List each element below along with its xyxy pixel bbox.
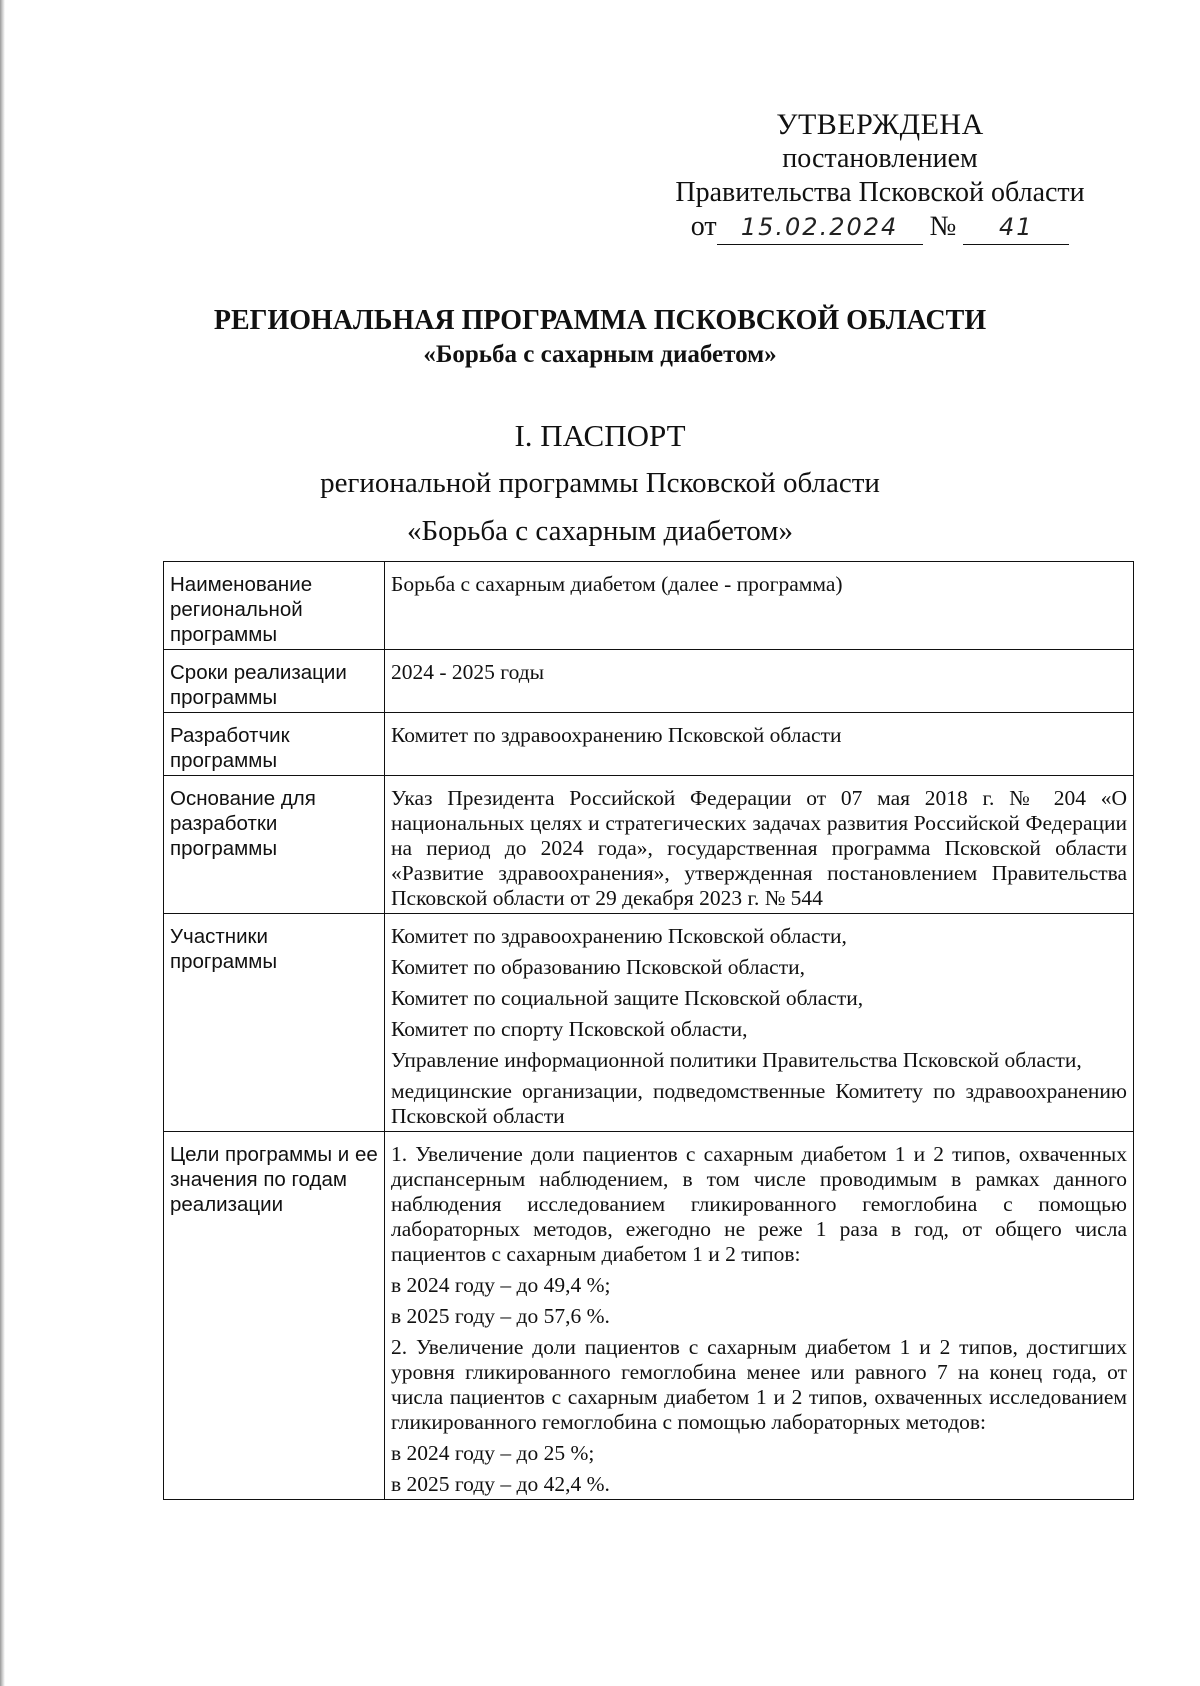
table-row	[164, 1132, 1134, 1500]
program-title	[150, 303, 1050, 371]
row-paragraph: в 2024 году – до 49,4 %;	[391, 1273, 611, 1297]
scan-edge	[0, 0, 5, 1686]
table-row	[164, 650, 1134, 713]
row-paragraph: Комитет по социальной защите Псковской области,	[391, 986, 864, 1010]
row-paragraph: медицинские организации, подведомственные Комитету по здравоохранению Псковской области	[391, 1079, 1127, 1128]
row-paragraph: 2. Увеличение доли пациентов с сахарным диабетом 1 и 2 типов, достигших уровня гликированного гемоглобина менее или равного 7 на конец года, от числа пациентов с сахарным диабетом 1 и 2 типов, охваченных исследованием гликированного гемоглобина с помощью лабораторных методов:	[391, 1335, 1127, 1434]
row-label: Сроки реализации программы	[164, 650, 385, 713]
row-value	[385, 650, 1134, 713]
approval-dateline	[660, 210, 1100, 245]
passport-subtitle-1: региональной программы Псковской области	[320, 467, 880, 499]
table-row	[164, 914, 1134, 1132]
row-paragraph: в 2025 году – до 42,4 %.	[391, 1472, 610, 1496]
row-label: Цели программы и ее значения по годам реализации	[164, 1132, 385, 1500]
approval-decree: постановлением	[782, 143, 978, 174]
program-title-line2: «Борьба с сахарным диабетом»	[423, 341, 777, 368]
row-label: Основание для разработки программы	[164, 776, 385, 914]
row-paragraph: 1. Увеличение доли пациентов с сахарным диабетом 1 и 2 типов, охваченных диспансерным наблюдением, в том числе проводимым в рамках данного наблюдения исследованием гликированного гемоглобина с помощью лабораторных методов, ежегодно не реже 1 раза в год, от общего числа пациентов с сахарным диабетом 1 и 2 типов:	[391, 1142, 1127, 1266]
passport-heading	[150, 416, 1050, 552]
row-label: Участники программы	[164, 914, 385, 1132]
row-value	[385, 914, 1134, 1132]
row-label: Наименование региональной программы	[164, 562, 385, 650]
passport-table	[163, 561, 1134, 1500]
row-value	[385, 562, 1134, 650]
row-paragraph: Комитет по здравоохранению Псковской области,	[391, 924, 847, 948]
row-value	[385, 1132, 1134, 1500]
passport-title: I. ПАСПОРТ	[514, 418, 686, 453]
row-paragraph: Комитет по спорту Псковской области,	[391, 1017, 748, 1041]
row-value	[385, 776, 1134, 914]
passport-subtitle-2: «Борьба с сахарным диабетом»	[406, 515, 794, 547]
number-label: №	[929, 211, 957, 242]
row-paragraph: Комитет по образованию Псковской области,	[391, 955, 805, 979]
row-value	[385, 713, 1134, 776]
row-label: Разработчик программы	[164, 713, 385, 776]
row-paragraph: Указ Президента Российской Федерации от 07 мая 2018 г. № 204 «О национальных целях и стратегических задачах развития Российской Федерации на период до 2024 года», государственная программа Псковской области «Развитие здравоохранения», утвержденная постановлением Правительства Псковской области от 29 декабря 2023 г. № 544	[391, 786, 1127, 910]
row-paragraph: Комитет по здравоохранению Псковской области	[391, 723, 842, 747]
row-paragraph: 2024 - 2025 годы	[391, 660, 545, 684]
from-label: от	[690, 211, 717, 242]
approval-title: УТВЕРЖДЕНА	[776, 108, 984, 141]
handwritten-number: 41	[963, 210, 1069, 245]
approval-stamp	[660, 108, 1100, 245]
handwritten-date: 15.02.2024	[717, 210, 923, 245]
table-row	[164, 562, 1134, 650]
row-paragraph: Борьба с сахарным диабетом (далее - программа)	[391, 572, 843, 596]
table-row	[164, 776, 1134, 914]
row-paragraph: в 2025 году – до 57,6 %.	[391, 1304, 610, 1328]
table-row	[164, 713, 1134, 776]
row-paragraph: Управление информационной политики Правительства Псковской области,	[391, 1048, 1082, 1072]
program-title-line1: РЕГИОНАЛЬНАЯ ПРОГРАММА ПСКОВСКОЙ ОБЛАСТИ	[213, 305, 987, 336]
row-paragraph: в 2024 году – до 25 %;	[391, 1441, 595, 1465]
approval-government: Правительства Псковской области	[675, 177, 1085, 208]
